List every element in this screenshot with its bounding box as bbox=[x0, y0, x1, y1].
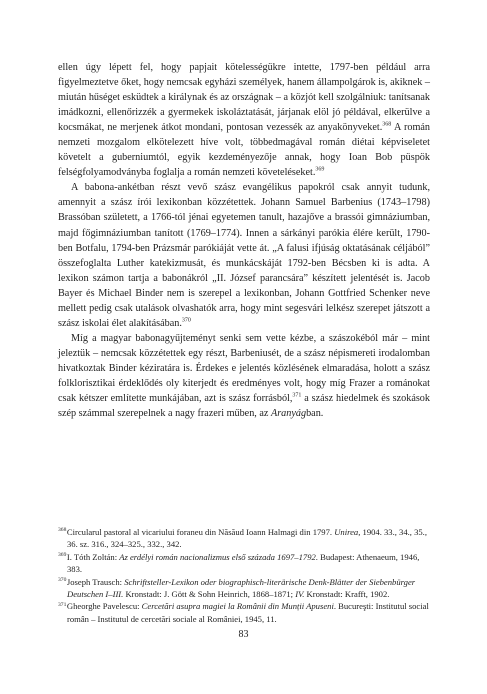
footnote-reference: 371 bbox=[292, 392, 302, 399]
text-run: Kronstadt: Krafft, 1902. bbox=[304, 588, 390, 599]
text-run: Gheorghe Pavelescu: bbox=[66, 601, 142, 612]
paragraph bbox=[58, 331, 430, 421]
footnote-reference: 368 bbox=[382, 121, 392, 128]
italic-text: Cercetări asupra magiei la Românii din Munții Apuseni bbox=[141, 601, 334, 612]
footnote-number: 370 bbox=[58, 576, 67, 583]
text-run: A babona-ankétban részt vevő szász evangélikus papokról csak annyit tudunk, amennyit a szász írói lexikonban közzétettek. Johann Samuel Barbenius (1743–1798) Brassóban született, a 1766-tól jénai egyetemen tanult, hazajőve a brassói gimnáziumban, majd főgimnáziumban tanított (1769–1774). Innen a sárkányi parókia élére került, 1790-ben Botfalu, 1794-ben Prázsmár parókiáját vette át. „A falusi ifjúság oktatásának céljából” összefoglalta Luther katekizmusát, és munkácskáját 1792-ben Bécsben ki is adta. A lexikon számon tartja a babonákról „II. József parancsára” készített jelentését is. Jacob Bayer és Michael Binder nem is szerepel a lexikonban, Johann Gottfried Schenker neve mellett pedig csak utalások olvashatók arra, hogy mint segesvári lelkész szerepet játszott a szász iskolai élet alakításában. bbox=[58, 182, 430, 329]
italic-text: Aranyág bbox=[270, 408, 307, 420]
footnote bbox=[58, 551, 434, 575]
italic-text: IV. bbox=[295, 588, 305, 599]
text-run: . Budapest: Athenaeum, 1946, 383. bbox=[67, 551, 420, 574]
main-text bbox=[58, 60, 430, 421]
text-run: ellen úgy lépett fel, hogy papjait kötelességükre intette, 1797-ben például arra figyelmeztetve őket, hogy nemcsak egyházi személyek, hanem állampolgárok is, akiknek – miután hűséget esküdtek a királynak és az országnak – a közjót kell szolgálniuk: tanítsanak imádkozni, ellenőrizzék a gyermekek iskoláztatását, járjanak elöl jó példával, elkerülve a kocsmákat, ne merjenek átkot mondani, pontosan vezessék az anyakönyveket. bbox=[58, 62, 431, 134]
paragraph bbox=[58, 180, 430, 330]
text-run: a szász hiedelmek és szokások szép számmal szerepelnek a nagy frazeri műben, az bbox=[58, 393, 430, 420]
italic-text: Az erdélyi román nacionalizmus első százada 1697–1792 bbox=[119, 551, 316, 562]
footnote bbox=[58, 526, 434, 550]
text-run: , 1904. 33., 34., 35., 36. sz. 316., 324–325., 332., 342. bbox=[67, 527, 427, 550]
italic-text: Schriftsteller-Lexikon oder biographisch-literärische Denk-Blätter der Siebenbürger Deutschen I–III. bbox=[67, 576, 416, 599]
footnote-number: 371 bbox=[58, 601, 67, 608]
paragraph bbox=[58, 60, 430, 180]
footnote-reference: 370 bbox=[181, 317, 191, 324]
text-run: . Bucureşti: Institutul social român – Institutul de cercetări sociale al României, 1945, 11. bbox=[67, 601, 429, 624]
text-run: Kronstadt: J. Gött & Sohn Heinrich, 1868–1871; bbox=[123, 588, 296, 599]
footnote-number: 368 bbox=[58, 527, 67, 534]
footnote-number: 369 bbox=[58, 551, 67, 558]
text-run: Joseph Trausch: bbox=[66, 576, 125, 587]
footnotes-section bbox=[58, 526, 434, 625]
footnote bbox=[58, 600, 434, 624]
text-run: Circularul pastoral al vicariului foraneu din Năsăud Ioann Halmagi din 1797. bbox=[66, 527, 335, 537]
page-number: 83 bbox=[238, 629, 249, 640]
footnote bbox=[58, 576, 434, 600]
text-run: A román nemzeti mozgalom elkötelezett híve volt, többedmagával román diétai képviseletet követelt a guberniumtól, egyik kezdeményezője annak, hogy Ioan Bob püspök felségfolyamodványba foglalja a román nemzeti követeléseket. bbox=[58, 122, 430, 179]
text-run: Míg a magyar babonagyűjteményt senki sem vette kézbe, a szászokéból már – mint jeleztük – nemcsak közzétettek egy részt, Barbeniusét, de a szász népismereti irodalomban hivatkoztak Binder kéziratára is. Érdekes e jelentés közlésének elmaradása, holott a szász folklorisztikai érdeklődés oly kiterjedt és eredményes volt, hogy míg Frazer a románokat csak kétszer említette munkájában, azt is szász forrásból, bbox=[58, 332, 430, 405]
footnote-reference: 369 bbox=[315, 166, 325, 173]
text-run: I. Tóth Zoltán: bbox=[66, 551, 120, 562]
text-run: ban. bbox=[306, 408, 324, 420]
italic-text: Unirea bbox=[334, 527, 359, 537]
